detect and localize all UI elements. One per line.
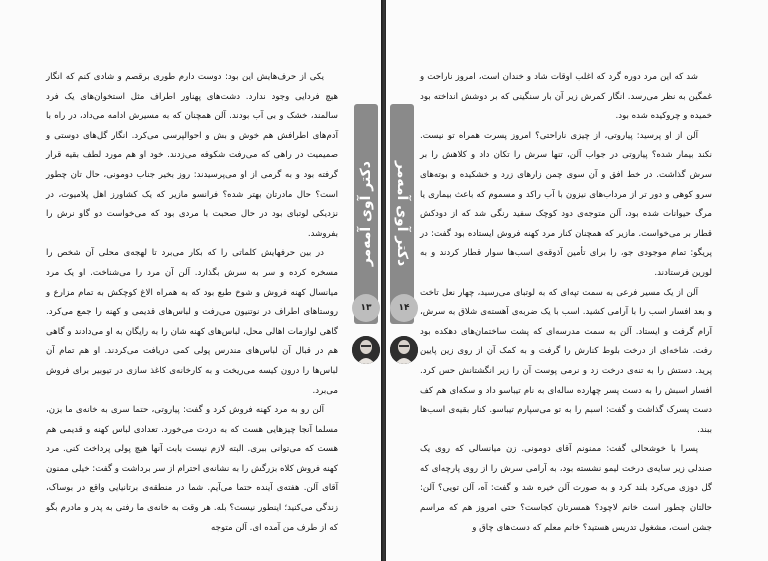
page-number: ۱۳ xyxy=(352,294,380,322)
paragraph: آلن از یک مسیر فرعی به سمت تپه‌ای که به لوتبای می‌رسید، چهار نعل تاخت و بعد افسار اسب را با آرامی کشید. اسب با یک ضربه‌ی آهسته‌ی شلاق به سرش، آرام گرفت و ایستاد. آلن به سمت مدرسه‌ای که پشت ساختمان‌های دهکده بود رفت. شاخه‌ای از درخت بلوط کنارش را گرفت و به کمک آن از روی زین پایین پرید. دستش را به تنه‌ی درخت زد و نرمی پوست آن را زیر انگشتانش حس کرد. افسار اسبش را به دست پسر چهارده ساله‌ای به نام تیباسو داد و سکه‌ای هم کف دست پسرک گذاشت و گفت: اسبم را به تو می‌سپارم تیباسو. کنار بقیه‌ی اسب‌ها ببند. xyxy=(420,287,712,435)
left-page-text xyxy=(46,68,338,538)
right-page xyxy=(386,0,768,561)
running-title: دکتر آوی آمه‌مر xyxy=(358,161,374,267)
author-portrait-icon xyxy=(352,336,380,364)
page-number: ۱۴ xyxy=(390,294,418,322)
author-portrait-icon xyxy=(390,336,418,364)
running-title-tab xyxy=(390,104,414,324)
author-avatar xyxy=(352,336,380,364)
author-avatar xyxy=(390,336,418,364)
paragraph: در بین حرفهایش کلماتی را که بکار می‌برد تا لهجه‌ی محلی آن شخص را مسخره کرده و سر به سرش بگذارد. آلن آن مرد را می‌شناخت. او یک مرد میانسال کهنه فروش و شوخ طبع بود که به همراه الاغ کوچکش به تمام مزارع و روستاهای اطراف در نوتنیون می‌رفت و لباس‌های قدیمی و کهنه را جمع می‌کرد. گاهی لوازمات اهالی محل، لباس‌های کهنه شان را به رایگان به او می‌دادند و گاهی هم در قبال آن لباس‌های مندرس پولی کمی دریافت می‌کردند. او هم تمام آن لباس‌ها را درون کیسه می‌ریخت و به کارخانه‌ی کاغذ سازی در تیوبیر برای فروش می‌برد. xyxy=(46,248,338,396)
left-page xyxy=(0,0,382,561)
paragraph: آلن از او پرسید: پیاروتی، از چیزی ناراحتی؟ امروز پسرت همراه تو نیست. نکند بیمار شده؟ پیاروتی در جواب آلن، تنها سرش را تکان داد و کلاهش را بر سرش گذاشت. در خط افق و آن سوی چمن زارهای زرد و خشکیده و بوته‌های سرو کوهی و دور تر از مرداب‌های نیزون با آب راکد و مسموم که باعث بیماری یا مرگ حیوانات شده بود، آلن متوجه‌ی دود کوچک سفید رنگی شد که از دودکش قطار بر می‌خواست. مازیر که همچنان کنار مرد کهنه فروش ایستاده بود گفت: در پریگو: تمام موجودی جو، را برای تأمین آذوقه‌ی اسب‌ها سوار قطار کردند و به لورین فرستادند. xyxy=(420,130,712,278)
running-title-tab xyxy=(354,104,378,324)
paragraph: شد که این مرد دوره گرد که اغلب اوقات شاد و خندان است، امروز ناراحت و غمگین به نظر می‌رسد. انگار کمرش زیر آن بار سنگینی که بر دوشش انداخته بود خمیده و چروکیده شده بود. xyxy=(420,72,712,122)
paragraph: یکی از حرف‌هایش این بود: دوست دارم طوری برقصم و شادی کنم که انگار هیچ فردایی وجود ندارد. دشت‌های پهناور اطراف مثل استخوان‌های یک فرد سالمند، خشک و بی آب بودند. آلن همچنان که به مسیرش ادامه می‌داد، در راه با آدم‌های اطرافش هم خوش و بش و احوالپرسی می‌کرد. انگار گل‌های دوستی و صمیمیت در راهی که می‌رفت شکوفه می‌زدند. خود او هم مورد لطف بقیه قرار گرفته بود و به گرمی از او می‌پرسیدند: روز بخیر جناب دومونی، حال تان چطور است؟ حال مادرتان بهتر شده؟ فرانسو مازیر که یک کشاورز اهل پلامیوت، در نزدیکی لوتبای بود در حال صحبت با مردی بود که می‌خواست دو گاو نرش را بفروشد. xyxy=(46,72,338,239)
paragraph: آلن رو به مرد کهنه فروش کرد و گفت: پیاروتی، حتما سری به خانه‌ی ما بزن، مسلما آنجا چیزهایی هست که به دردت می‌خورد. تعدادی لباس کهنه و قدیمی هم هست که می‌توانی ببری. البته لازم نیست بابت آنها هیچ پولی پرداخت کنی. مرد کهنه فروش کلاه بزرگش را به نشانه‌ی احترام از سر برداشت و گفت: خیلی ممنون آقای آلن. هفته‌ی آینده حتما می‌آیم. شما در منطقه‌ی برتانیایی واقع در بوساک، زندگی می‌کنید؛ اینطور نیست؟ بله. هر وقت به خانه‌ی ما رفتی به پدر و مادرم بگو که از طرف من آمده ای. آلن متوجه xyxy=(46,405,338,533)
right-page-text xyxy=(420,68,712,538)
paragraph: پسرا با خوشحالی گفت: ممنونم آقای دومونی. زن میانسالی که روی یک صندلی زیر سایه‌ی درخت لیمو نشسته بود، به آرامی سرش را از روی پارچه‌ای که گل دوزی می‌کرد بلند کرد و به صورت آلن خیره شد و گفت: آه، آلن تویی؟ آلن: حالتان چطور است خانم لاچود؟ همسرتان کجاست؟ حتی امروز هم که مراسم جشن است، مشغول تدریس هستید؟ خانم معلم که دست‌های چاق و xyxy=(420,444,712,533)
running-title: دکتر آوی آمه‌مر xyxy=(394,161,410,267)
